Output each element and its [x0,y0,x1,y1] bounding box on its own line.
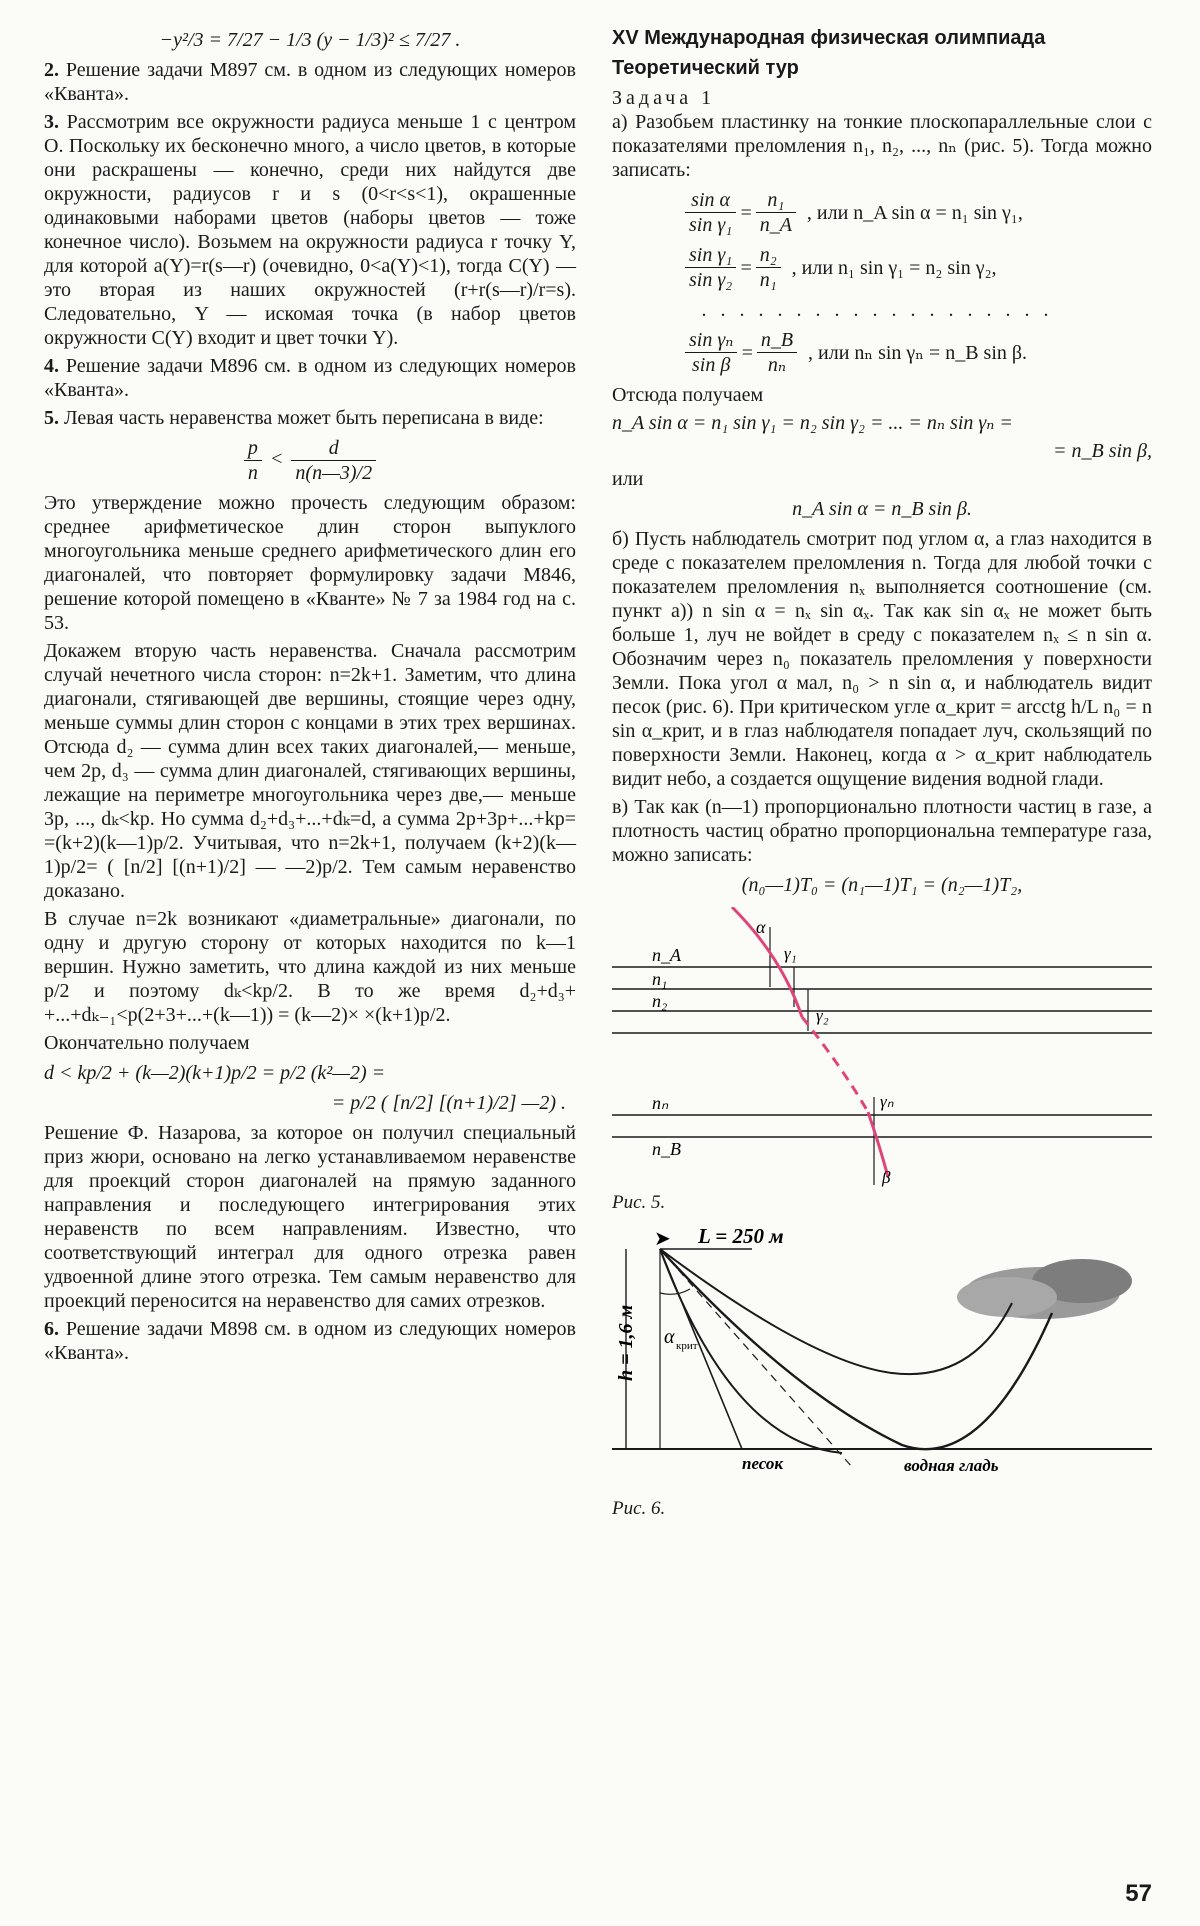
figure-5 [612,907,1152,1187]
item-4-number: 4. [44,355,59,377]
frac-num: sin γ₁ [685,243,736,268]
inequality [44,436,576,485]
refraction-eq-1: $\frac{\text{sin α}}{\text{sin γ₁}}$ = $\frac{\text{n₁}}{n\_A}$ , или n_A sin α = n₁ sin γ₁, [682,188,1152,237]
page-number: 57 [1125,1880,1152,1907]
frac-num: sin γₙ [685,328,737,353]
fraction-d-over-diagonals [291,436,376,485]
frac-num: n₂ [756,243,781,268]
item-5-number: 5. [44,407,59,429]
part-a-text: а) Разобьем пластинку на тонкие плоскопараллельные слои с показателями преломления n₁, n₂, ..., nₙ (рис. 5). Тогда можно записать: [612,111,1152,181]
section-heading: XV Международная физическая олимпиада [612,27,1046,49]
fraction [756,243,781,292]
item-6-text: Решение задачи М898 см. в одном из следующих номеров «Кванта». [44,1318,576,1364]
frac-den: n₁ [759,269,777,291]
frac-den: sin β [692,354,731,376]
paragraph-final-intro: Окончательно получаем [44,1032,250,1054]
frac-den: sin γ₂ [689,269,733,291]
right-column [612,22,1152,1521]
item-3-number: 3. [44,111,59,133]
fraction-p-over-n [244,436,262,485]
frac-num: sin α [685,188,736,213]
fraction [685,328,737,377]
refraction-eq-3: $\frac{\text{sin γₙ}}{\text{sin β}}$ = $\frac{n\_B}{\text{nₙ}}$ , или nₙ sin γₙ = n_B sin β. [682,328,1152,377]
less-than-sign: < [269,448,284,471]
top-equation: −y²/3 = 7/27 − 1/3 (y − 1/3)² ≤ 7/27 . [159,29,461,51]
frac-num: n₁ [756,188,796,213]
angle-gamma1: γ₁ [784,944,797,963]
fraction [685,243,736,292]
angle-arc [660,1289,690,1294]
item-6 [44,1317,576,1365]
eye-icon: ➤ [654,1228,671,1250]
final-equation-1: d < kp/2 + (k—2)(k+1)p/2 = p/2 (k²—2) = [44,1062,386,1084]
chain-eq-1: n_A sin α = n₁ sin γ₁ = n₂ sin γ₂ = ... = nₙ sin γₙ = [612,412,1013,434]
ray-dashed [660,1249,852,1467]
eq-text: , или n₁ sin γ₁ = n₂ sin γ₂, [791,256,997,279]
fraction [757,328,797,377]
item-2-text: Решение задачи М897 см. в одном из следующих номеров «Кванта». [44,59,576,105]
item-4 [44,354,576,402]
item-2 [44,58,576,106]
figure-5-caption: Рис. 5. [612,1192,666,1213]
fraction [756,188,796,237]
label-nA: n_A [652,945,681,965]
angle-alpha: α [756,917,766,937]
label-nB: n_B [652,1139,681,1159]
frac-num: p [244,436,262,461]
label-nn: nₙ [652,1093,669,1113]
frac-den: n [247,462,258,484]
frac-num: d [291,436,376,461]
item-3-text: Рассмотрим все окружности радиуса меньше 1 с центром O. Поскольку их бесконечно много, а число цветов, в которые они раскрашены — конечно, среди них найдутся две окружности, радиусов r и s (0<r<s<1), окрашенные одинаковыми наборами цветов (наборы цветов — тоже конечное число). Возьмем на окружности радиуса r точку Y, для которой a(Y)=r(s—r) (очевидно, 0<a(Y)<1), тогда C(Y) — это вторая из наших окружностей (r+r(s—r)/r=s). Следовательно, Y — искомая точка (в набор цветов окружности C(Y) входит и цвет точки Y). [44,111,576,349]
hence-text: Отсюда получаем [612,384,764,406]
item-2-number: 2. [44,59,59,81]
figure-6-caption: Рис. 6. [612,1498,666,1519]
fraction [685,188,736,237]
frac-num: n_B [757,328,797,353]
sand-label: песок [742,1454,784,1473]
ray-sky [660,1249,1012,1374]
refracted-ray-dashed [802,1017,868,1112]
refraction-eq-2: $\frac{\text{sin γ₁}}{\text{sin γ₂}}$ = $\frac{\text{n₂}}{\text{n₁}}$ , или n₁ sin γ₁ = n₂ sin γ₂, [682,243,1152,292]
eq-text: , или n_A sin α = n₁ sin γ₁, [806,201,1023,224]
frac-den: nₙ [767,354,786,376]
item-6-number: 6. [44,1318,59,1340]
temperature-equation: (n₀—1)T₀ = (n₁—1)T₁ = (n₂—1)T₂, [741,874,1023,896]
task-title: Задача 1 [612,87,716,109]
figure-6 [612,1223,1152,1493]
chain-eq-3: n_A sin α = n_B sin β. [792,498,972,520]
frac-den: n(n—3)/2 [295,462,373,484]
section-subheading: Теоретический тур [612,57,799,79]
part-c-text: в) Так как (n—1) пропорционально плотности частиц в газе, а плотность частиц обратно пропорциональна температуре газа, можно записать: [612,796,1152,866]
paragraph-statement: Это утверждение можно прочесть следующим образом: среднее арифметическое длин сторон выпуклого многоугольника меньше среднего арифметического длин его диагоналей, что повторяет формулировку задачи М846, решение которой помещено в «Кванте» № 7 за 1984 год на с. 53. [44,492,576,634]
paragraph-proof-even: В случае n=2k возникают «диаметральные» диагонали, по одну и другую сторону от которых находится по k—1 вершин. Нужно заметить, что длина каждой из них меньше p/2 и поэтому dₖ<kp/2. В то же время d₂+d₃+ +...+dₖ₋₁<p(2+3+...+(k—1)) = (k—2)× ×(k+1)p/2. [44,908,576,1026]
item-5-text: Левая часть неравенства может быть переписана в виде: [64,407,544,429]
part-b-text: б) Пусть наблюдатель смотрит под углом α, а глаз находится в среде с показателем преломления n. Тогда для любой точки с показателем преломления nₓ выполняется соотношение (см. пункт а)) n sin α = nₓ sin αₓ. Так как sin αₓ не может быть больше 1, луч не войдет в среду с показателем nₓ ≤ n sin α. Обозначим через n₀ показатель преломления у поверхности Земли. Пока угол α мал, n₀ > n sin α, и наблюдатель видит песок (рис. 6). При критическом угле α_крит = arcctg h/L n₀ = n sin α_крит, и в глаз наблюдателя попадает луч, скользящий по поверхности Земли. Наконец, когда α > α_крит наблюдатель видит небо, а создается ощущение видения водной глади. [612,528,1152,790]
or-text: или [612,468,644,490]
item-3 [44,110,576,350]
water-label: водная гладь [904,1456,999,1475]
label-n1: n₁ [652,969,668,989]
ellipsis-row: ................... [701,299,1063,321]
frac-den: sin γ₁ [689,214,733,236]
angle-gamma2: γ₂ [816,1006,829,1025]
item-4-text: Решение задачи М896 см. в одном из следующих номеров «Кванта». [44,355,576,401]
angle-label: α [664,1326,675,1348]
left-column [44,22,576,1369]
L-label: L = 250 м [698,1224,784,1248]
item-5 [44,406,576,430]
paragraph-proof-odd: Докажем вторую часть неравенства. Сначала рассмотрим случай нечетного числа сторон: n=2k+1. Заметим, что длина диагонали, стягивающей две вершины, стоящие через одну, меньше суммы длин сторон с концами в этих трех вершинах. Отсюда d₂ — сумма длин всех таких диагоналей,— меньше, чем 2p, d₃ — сумма длин диагоналей, стягивающих вершины, лежащие на периметре многоугольника через две,— меньше 3p, ..., dₖ<kp. Но сумма d₂+d₃+...+dₖ=d, а сумма 2p+3p+...+kp= =(k+2)(k—1)p/2. Учитывая, что n=2k+1, получаем (k+2)(k—1)p/2= ( [n/2] [(n+1)/2] — —2)p/2. Тем самым неравенство доказано. [44,640,576,902]
paragraph-nazarov: Решение Ф. Назарова, за которое он получил специальный приз жюри, основано на легко устанавливаемом неравенстве для проекций сторон диагоналей на прямую заданного направления и последующего интегрирования этих неравенств по всем направлениям. Известно, что соответствующий интеграл для одного отрезка равен удвоенной длине этого отрезка. Тем самым неравенство для проекций переносится на неравенство для самих отрезков. [44,1122,576,1312]
final-equation-2: = p/2 ( [n/2] [(n+1)/2] —2) . [331,1092,566,1114]
angle-beta: β [882,1168,891,1187]
frac-den: n_A [759,214,792,236]
angle-gamman: γₙ [880,1092,894,1111]
label-n2: n₂ [652,991,668,1011]
eq-text: , или nₙ sin γₙ = n_B sin β. [808,341,1028,364]
h-label: h = 1,6 м [615,1304,637,1381]
angle-sub: крит [676,1340,698,1352]
chain-eq-2: = n_B sin β, [1052,440,1152,462]
